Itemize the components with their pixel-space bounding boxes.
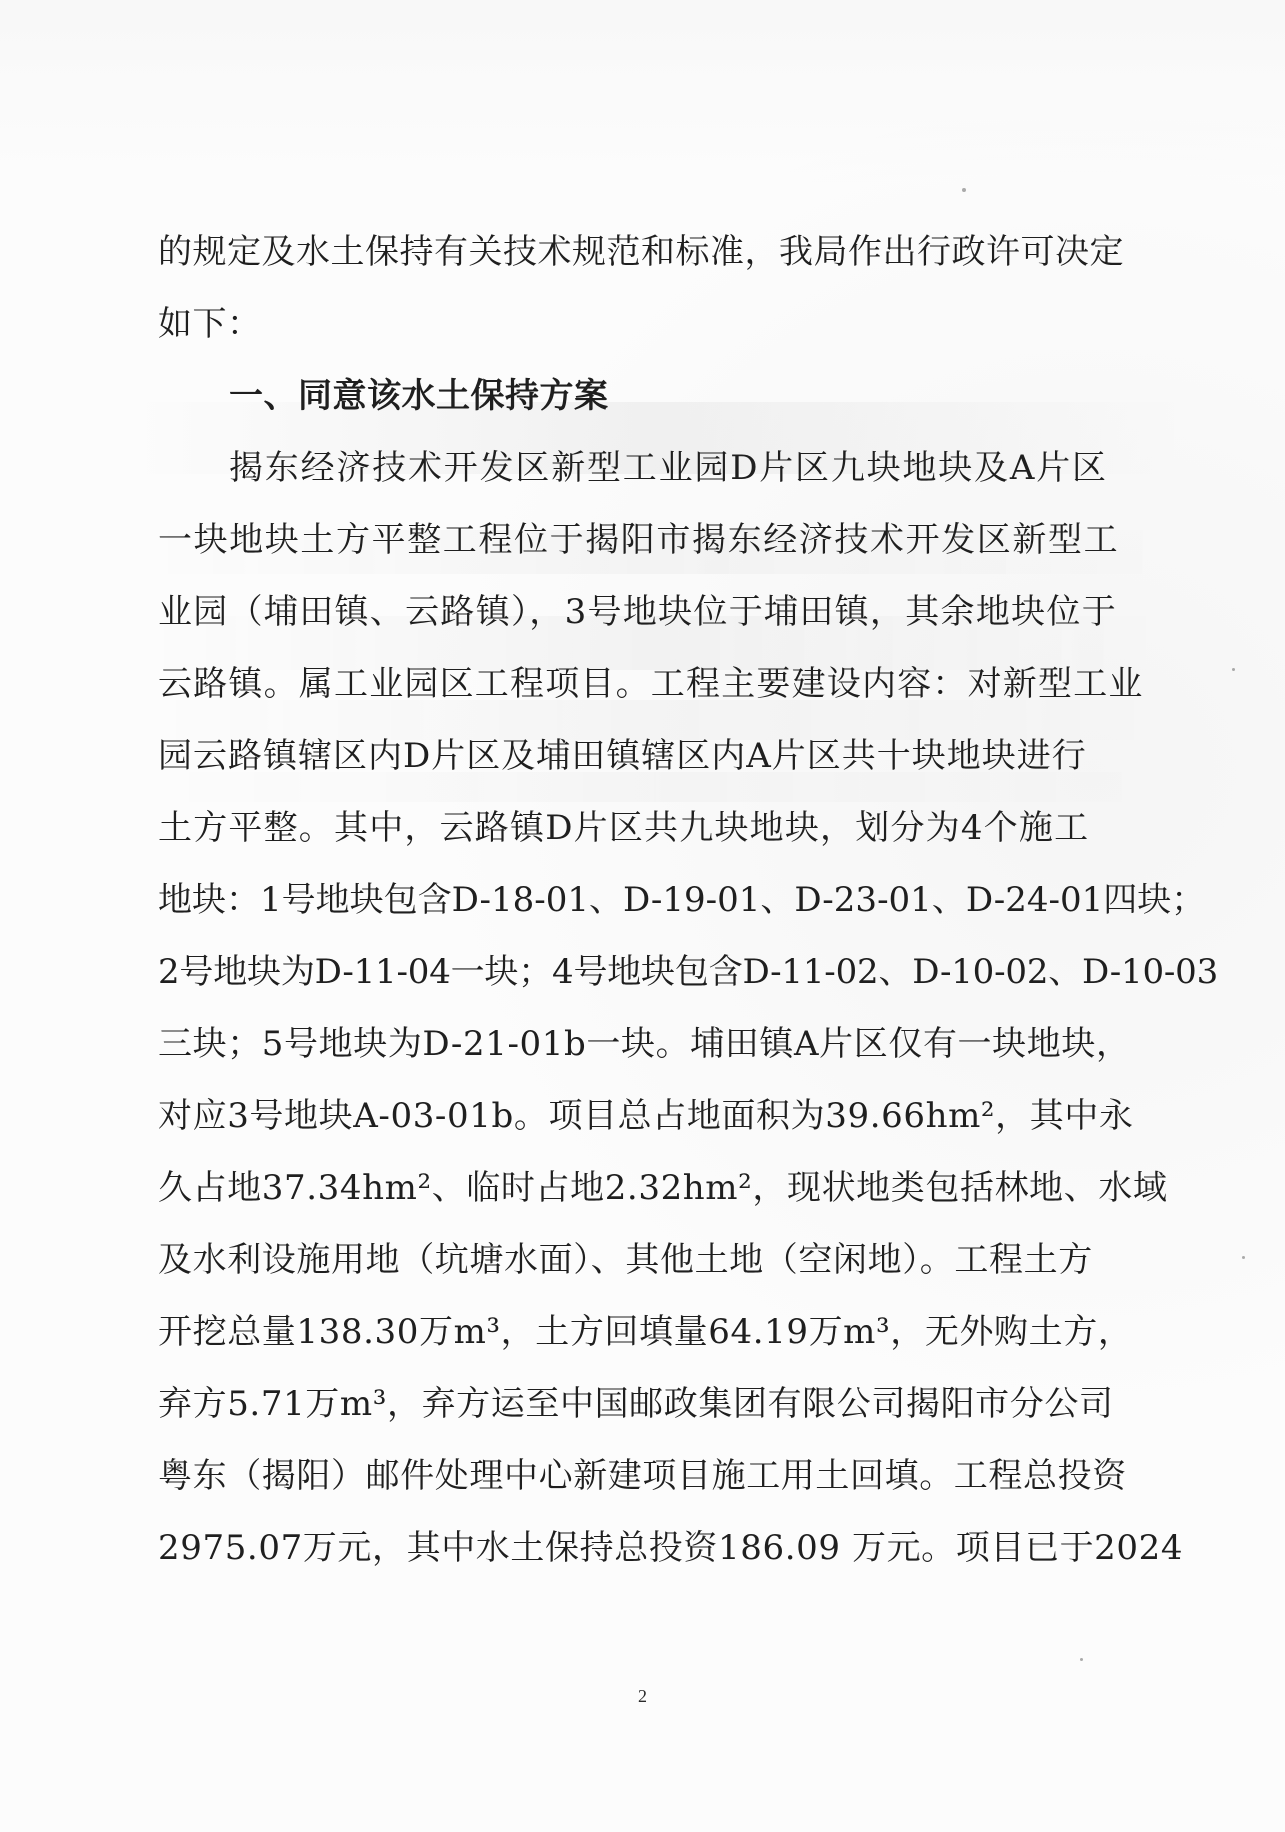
paragraph-line: 一块地块土方平整工程位于揭阳市揭东经济技术开发区新型工: [158, 520, 1120, 560]
paragraph-line: 的规定及水土保持有关技术规范和标准，我局作出行政许可决定: [158, 232, 1124, 272]
paragraph-line: 及水利设施用地（坑塘水面）、其他土地（空闲地）。工程土方: [158, 1240, 1093, 1280]
page-number: 2: [638, 1686, 647, 1706]
paragraph-line: 业园（埔田镇、云路镇），3号地块位于埔田镇，其余地块位于: [158, 592, 1118, 632]
section-heading: 一、同意该水土保持方案: [229, 376, 609, 416]
scan-speck: [1242, 1256, 1245, 1259]
paragraph-line: 三块；5号地块为D-21-01b一块。埔田镇A片区仅有一块地块，: [158, 1024, 1131, 1064]
paragraph-line: 弃方5.71万m³，弃方运至中国邮政集团有限公司揭阳市分公司: [158, 1384, 1114, 1424]
paragraph-line: 揭东经济技术开发区新型工业园D片区九块地块及A片区: [229, 448, 1108, 488]
paragraph-line: 地块：1号地块包含D-18-01、D-19-01、D-23-01、D-24-01四块；: [158, 880, 1206, 920]
scan-speck: [1232, 668, 1235, 671]
paragraph-line: 2号地块为D-11-04一块；4号地块包含D-11-02、D-10-02、D-10-03: [158, 952, 1219, 992]
paragraph-line: 云路镇。属工业园区工程项目。工程主要建设内容：对新型工业: [158, 664, 1144, 704]
paragraph-line: 粤东（揭阳）邮件处理中心新建项目施工用土回填。工程总投资: [158, 1456, 1127, 1496]
paragraph-line: 对应3号地块A-03-01b。项目总占地面积为39.66hm²，其中永: [158, 1096, 1134, 1136]
paragraph-line: 久占地37.34hm²、临时占地2.32hm²，现状地类包括林地、水域: [158, 1168, 1168, 1208]
paragraph-line: 园云路镇辖区内D片区及埔田镇辖区内A片区共十块地块进行: [158, 736, 1087, 776]
paragraph-line: 土方平整。其中，云路镇D片区共九块地块，划分为4个施工: [158, 808, 1090, 848]
scan-speck: [1080, 1658, 1083, 1661]
paragraph-line: 开挖总量138.30万m³，土方回填量64.19万m³，无外购土方，: [158, 1312, 1133, 1352]
paragraph-line: 2975.07万元，其中水土保持总投资186.09 万元。项目已于2024: [158, 1528, 1184, 1568]
paragraph-line: 如下：: [158, 304, 262, 344]
scan-speck: [962, 188, 966, 192]
